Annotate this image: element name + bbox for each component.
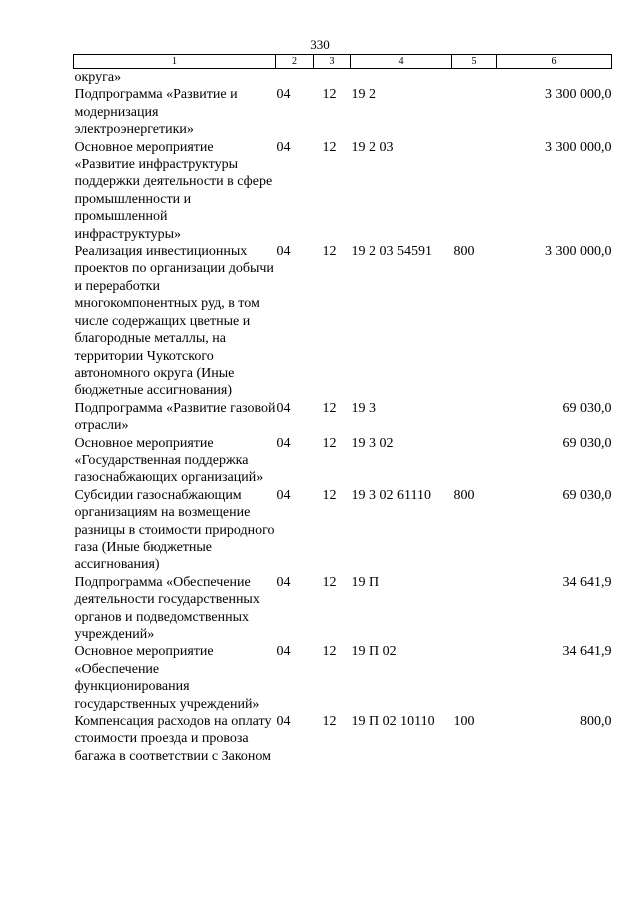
row-section: 04 [276,244,291,260]
row-amount: 34 641,9 [562,574,612,590]
row-amount: 69 030,0 [562,435,612,451]
row-amount: 3 300 000,0 [545,87,612,103]
row-section: 04 [276,87,291,103]
row-target-article: 19 2 03 [351,139,394,155]
row-amount: 800,0 [580,714,612,730]
row-target-article [351,69,452,87]
row-subsection: 12 [322,487,337,503]
row-name: Основное мероприятие «Обеспечение функционирования государственных учреждений» [74,644,260,712]
row-name: Подпрограмма «Обеспечение деятельности государственных органов и подведомственных учреждений» [74,574,260,642]
table-body [74,69,612,766]
row-section: 04 [276,400,291,416]
row-amount [497,69,612,87]
row-name: Компенсация расходов на оплату стоимости проезда и провоза багажа в соответствии с Законом [74,714,272,764]
header-col-2: 2 [276,55,314,69]
page-number: 330 [310,37,330,52]
row-section: 04 [276,574,291,590]
row-amount: 3 300 000,0 [545,139,612,155]
table-row [74,487,612,574]
row-section: 04 [276,139,291,155]
row-amount: 34 641,9 [562,644,612,660]
row-name: Основное мероприятие «Развитие инфраструктуры поддержки деятельности в сфере промышленности и промышленной инфраструктуры» [74,139,273,242]
row-expense-type [452,86,497,138]
row-target-article: 19 3 [351,400,376,416]
table-row [74,643,612,713]
table-row [74,435,612,487]
row-section: 04 [276,644,291,660]
header-col-5: 5 [452,55,497,69]
row-expense-type [452,643,497,713]
row-expense-type [452,139,497,243]
row-amount: 69 030,0 [562,487,612,503]
row-name: Подпрограмма «Развитие газовой отрасли» [74,400,276,434]
table-row [74,574,612,644]
row-subsection: 12 [322,714,337,730]
row-subsection: 12 [322,574,337,590]
row-subsection: 12 [322,139,337,155]
table-row [74,713,612,765]
row-subsection: 12 [322,435,337,451]
table-row [74,139,612,243]
row-section: 04 [276,487,291,503]
header-col-6: 6 [497,55,612,69]
row-expense-type: 800 [453,244,475,260]
budget-table [73,54,612,765]
row-target-article: 19 П 02 10110 [351,714,435,730]
row-expense-type: 100 [453,714,475,730]
row-section: 04 [276,714,291,730]
row-amount: 3 300 000,0 [545,244,612,260]
row-amount: 69 030,0 [562,400,612,416]
row-name: Подпрограмма «Развитие и модернизация электроэнергетики» [74,87,238,138]
header-row [74,55,612,69]
table-header [74,55,612,69]
row-name: Реализация инвестиционных проектов по организации добычи и переработки многокомпонентных руд, в том числе содержащих цветные и благородные металлы, на территории Чукотского автономного округа (Иные бюджетные ассигнования) [74,244,274,399]
row-name: Субсидии газоснабжающим организациям на возмещение разницы в стоимости природного газа (Иные бюджетные ассигнования) [74,487,275,573]
row-target-article: 19 2 03 54591 [351,244,432,260]
row-target-article: 19 П 02 [351,644,397,660]
row-target-article: 19 3 02 [351,435,394,451]
table-row [74,243,612,400]
row-target-article: 19 3 02 61110 [351,487,431,503]
row-expense-type [452,574,497,644]
row-expense-type [452,69,497,87]
row-subsection: 12 [322,244,337,260]
table-row [74,400,612,435]
row-name: Основное мероприятие «Государственная поддержка газоснабжающих организаций» [74,435,264,486]
row-target-article: 19 2 [351,87,376,103]
row-name: округа» [74,70,122,85]
header-col-1: 1 [74,55,276,69]
header-col-3: 3 [314,55,351,69]
row-expense-type: 800 [453,487,475,503]
row-subsection: 12 [322,644,337,660]
table-row [74,86,612,138]
row-section: 04 [276,435,291,451]
table-row [74,69,612,87]
row-expense-type [452,435,497,487]
header-col-4: 4 [351,55,452,69]
row-subsection: 12 [322,87,337,103]
row-subsection [314,69,351,87]
row-section [276,69,314,87]
row-target-article: 19 П [351,574,380,590]
row-subsection: 12 [322,400,337,416]
row-expense-type [452,400,497,435]
